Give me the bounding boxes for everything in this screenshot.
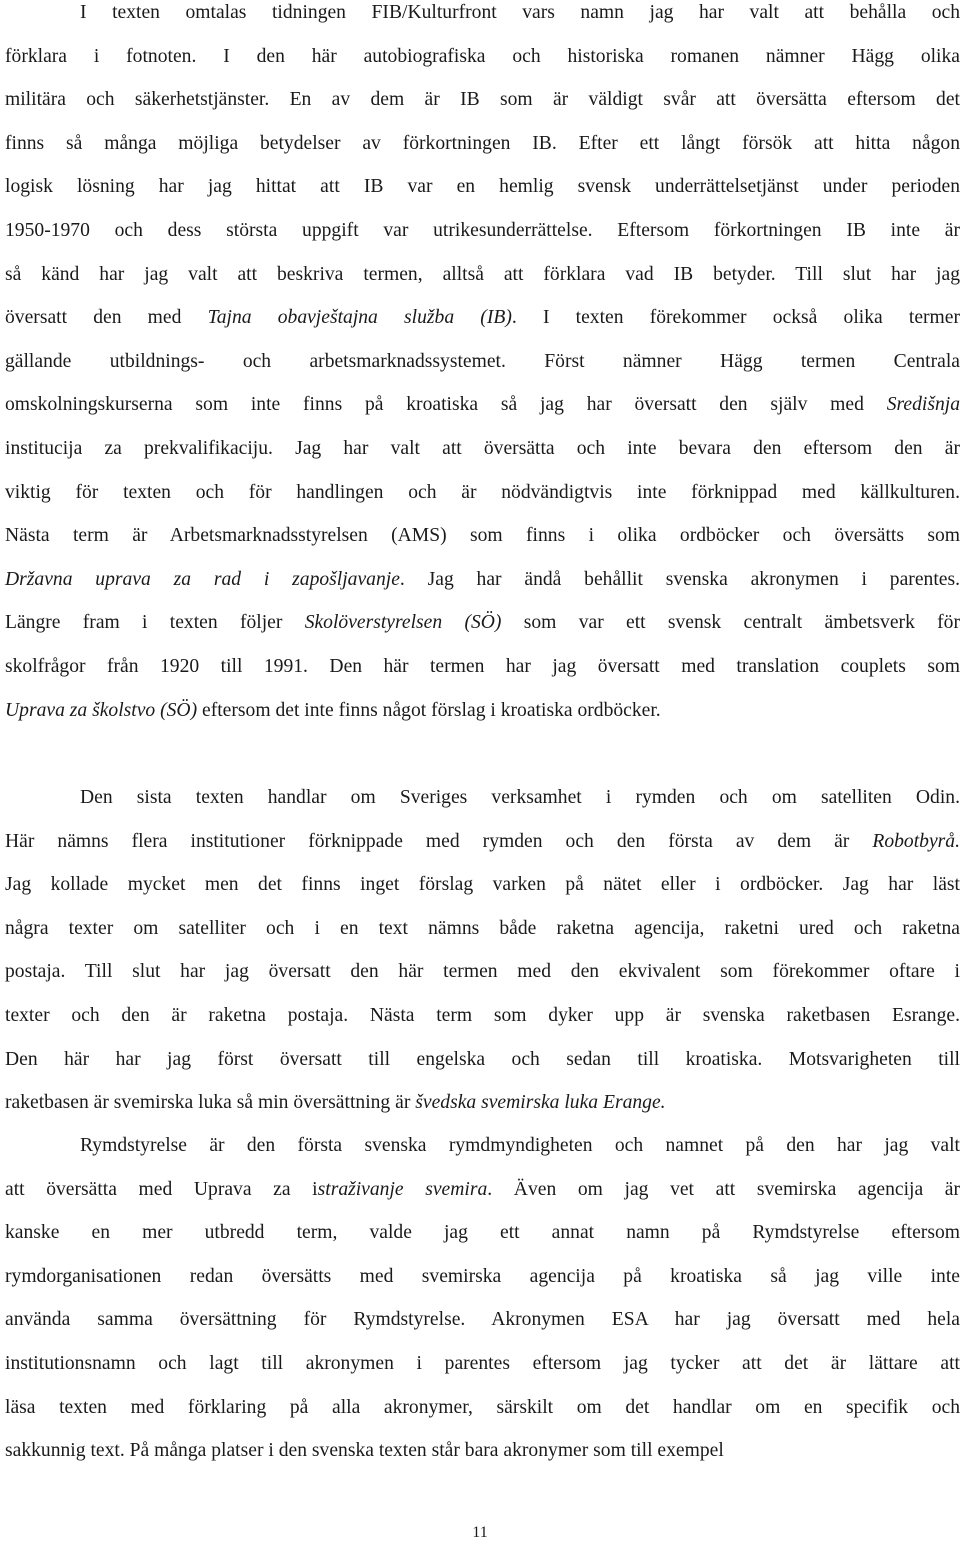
text-segment: kanske en mer utbredd term, valde jag ett annat namn på Rymdstyrelse eftersom [5, 1222, 960, 1244]
text-segment: militära och säkerhetstjänster. En av dem är IB som är väldigt svår att översätta eftersom det [5, 89, 960, 111]
italic-term: straživanje svemira [317, 1178, 488, 1200]
text-line [5, 689, 960, 733]
text-segment: . Även om jag vet att svemirska agencija är [487, 1178, 960, 1200]
text-line [5, 514, 960, 558]
text-segment: att översätta med Uprava za i [5, 1178, 318, 1200]
italic-term: Državna uprava za rad i zapošljavanje [5, 568, 400, 590]
text-segment: skolfrågor från 1920 till 1991. Den här termen har jag översatt med translation couplets som [5, 655, 960, 677]
text-line [5, 340, 960, 384]
text-segment: Den här har jag först översatt till engelska och sedan till kroatiska. Motsvarigheten till [5, 1048, 960, 1070]
text-segment: några texter om satelliter och i en text nämns både raketna agencija, raketni ured och raketna [5, 917, 960, 939]
text-segment: Här nämns flera institutioner förknippade med rymden och den första av dem är [5, 830, 873, 852]
text-line [5, 1386, 960, 1430]
italic-term: švedska svemirska luka Erange. [415, 1092, 666, 1114]
text-segment: . Jag har ändå behållit svenska akronymen i parentes. [399, 568, 960, 590]
text-line [5, 645, 960, 689]
text-segment: Rymdstyrelse är den första svenska rymdmyndigheten och namnet på den har jag valt [80, 1135, 960, 1156]
text-segment: använda samma översättning för Rymdstyrelse. Akronymen ESA har jag översatt med hela [5, 1309, 960, 1331]
text-segment: eftersom det inte finns något förslag i kroatiska ordböcker. [197, 699, 661, 721]
text-segment: Längre fram i texten följer [5, 612, 305, 634]
text-line [5, 78, 960, 122]
paragraph [5, 776, 960, 1125]
text-segment: I texten omtalas tidningen FIB/Kulturfront vars namn jag har valt att behålla och [80, 2, 960, 23]
text-line [5, 296, 960, 340]
italic-term: Uprava za školstvo (SÖ) [5, 699, 198, 721]
text-line [5, 0, 960, 35]
text-segment: översatt den med [5, 307, 208, 329]
text-line [5, 471, 960, 515]
text-line [5, 1038, 960, 1082]
italic-term: Tajna obavještajna služba (IB) [207, 307, 512, 329]
text-line [5, 35, 960, 79]
text-line [5, 950, 960, 994]
text-line [5, 427, 960, 471]
text-line [5, 1342, 960, 1386]
text-segment: . I texten förekommer också olika termer [511, 307, 960, 329]
text-line [5, 383, 960, 427]
italic-term: Središnja [886, 394, 960, 416]
text-segment: Den sista texten handlar om Sveriges verksamhet i rymden och om satelliten Odin. [80, 787, 960, 808]
text-segment: omskolningskurserna som inte finns på kroatiska så jag har översatt den själv med [5, 394, 887, 416]
text-line [5, 122, 960, 166]
text-segment: Nästa term är Arbetsmarknadsstyrelsen (AMS) som finns i olika ordböcker och översätts som [5, 525, 960, 547]
text-segment: läsa texten med förklaring på alla akronymer, särskilt om det handlar om en specifik och [5, 1396, 960, 1418]
text-line [5, 1211, 960, 1255]
text-segment: 1950-1970 och dess största uppgift var utrikesunderrättelse. Eftersom förkortningen IB inte är [5, 219, 960, 241]
text-segment: texter och den är raketna postaja. Nästa term som dyker upp är svenska raketbasen Esrange. [5, 1004, 960, 1026]
text-segment: rymdorganisationen redan översätts med svemirska agencija på kroatiska så jag ville inte [5, 1265, 960, 1287]
text-line [5, 601, 960, 645]
page-number: 11 [472, 1524, 488, 1541]
text-segment: förklara i fotnoten. I den här autobiografiska och historiska romanen nämner Hägg olika [5, 45, 960, 67]
text-segment: raketbasen är svemirska luka så min översättning är [5, 1092, 416, 1114]
text-line [5, 1124, 960, 1168]
text-segment: Jag kollade mycket men det finns inget förslag varken på nätet eller i ordböcker. Jag har läst [5, 874, 960, 896]
text-segment: som var ett svensk centralt ämbetsverk för [501, 612, 960, 634]
text-segment: finns så många möjliga betydelser av förkortningen IB. Efter ett långt försök att hitta någon [5, 132, 960, 154]
text-line [5, 994, 960, 1038]
text-line [5, 1081, 960, 1125]
paragraph [5, 0, 960, 732]
text-line [5, 1255, 960, 1299]
text-line [5, 907, 960, 951]
paragraph [5, 1124, 960, 1473]
text-line [5, 1298, 960, 1342]
text-segment: viktig för texten och för handlingen och är nödvändigtvis inte förknippad med källkulturen. [5, 481, 960, 503]
text-segment: sakkunnig text. På många platser i den svenska texten står bara akronymer som till exempel [5, 1440, 724, 1462]
text-line [5, 1168, 960, 1212]
text-line [5, 209, 960, 253]
text-segment: så känd har jag valt att beskriva termen, alltså att förklara vad IB betyder. Till slut har jag [5, 263, 960, 285]
text-line [5, 820, 960, 864]
text-line [5, 1429, 960, 1473]
italic-term: Robotbyrå. [872, 830, 960, 852]
text-line [5, 776, 960, 820]
text-segment: postaja. Till slut har jag översatt den här termen med den ekvivalent som förekommer oftare i [5, 961, 960, 983]
text-segment: gällande utbildnings- och arbetsmarknadssystemet. Först nämner Hägg termen Centrala [5, 350, 960, 372]
italic-term: Skolöverstyrelsen (SÖ) [304, 612, 502, 634]
text-line [5, 253, 960, 297]
text-line [5, 558, 960, 602]
text-line [5, 165, 960, 209]
text-line [5, 863, 960, 907]
text-segment: institutionsnamn och lagt till akronymen i parentes eftersom jag tycker att det är lättare att [5, 1352, 960, 1374]
text-segment: logisk lösning har jag hittat att IB var en hemlig svensk underrättelsetjänst under perioden [5, 176, 960, 198]
text-segment: institucija za prekvalifikaciju. Jag har valt att översätta och inte bevara den eftersom den är [5, 437, 960, 459]
